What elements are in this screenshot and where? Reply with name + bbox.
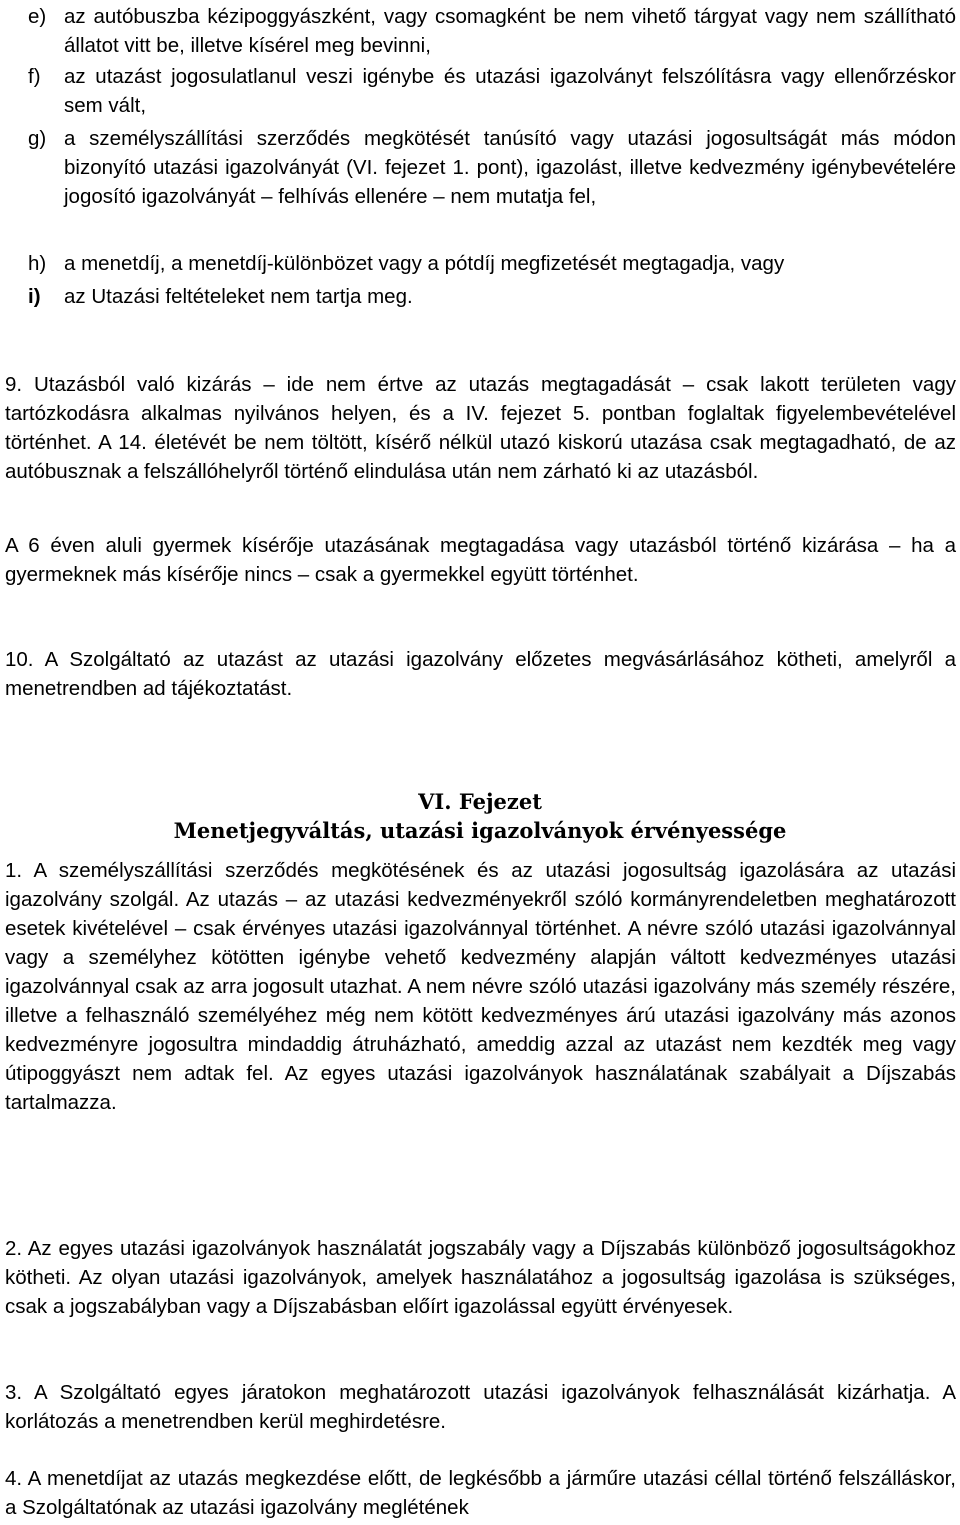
list-text: az utazást jogosulatlanul veszi igénybe és utazási igazolványt felszólításra vagy ellenőrzéskor sem vált, bbox=[64, 65, 956, 117]
list-marker: h) bbox=[28, 252, 47, 275]
paragraph-10: 10. A Szolgáltató az utazást az utazási igazolvány előzetes megvásárlásához kötheti, amelyről a menetrendben ad tájékoztatást. bbox=[5, 648, 956, 700]
list-item-e bbox=[28, 2, 956, 60]
list-text: a menetdíj, a menetdíj-különbözet vagy a pótdíj megfizetését megtagadja, vagy bbox=[64, 252, 785, 275]
list-marker: i) bbox=[28, 285, 41, 308]
list-marker: f) bbox=[28, 65, 41, 88]
section-2: 2. Az egyes utazási igazolványok használatát jogszabály vagy a Díjszabás különböző jogosultságokhoz kötheti. Az olyan utazási igazolványok, amelyek használatához a jogosultság igazolása is szükséges, csak a jogszabályban vagy a Díjszabásban előírt igazolással együtt érvényesek. bbox=[5, 1237, 956, 1318]
list-item-i bbox=[28, 282, 956, 311]
chapter-title: Menetjegyváltás, utazási igazolványok érvényessége bbox=[173, 818, 787, 843]
list-item-h bbox=[28, 249, 956, 278]
section-4: 4. A menetdíjat az utazás megkezdése előtt, de legkésőbb a járműre utazási céllal történő felszálláskor, a Szolgáltatónak az utazási igazolvány meglétének bbox=[5, 1467, 956, 1519]
chapter-number: VI. Fejezet bbox=[418, 789, 542, 814]
section-1: 1. A személyszállítási szerződés megkötésének és az utazási jogosultság igazolására az utazási igazolvány szolgál. Az utazás – az utazási kedvezményekről szóló kormányrendeletben meghatározott esetek kivételével – csak érvényes utazási igazolvánnyal történhet. A névre szóló utazási igazolvánnyal vagy a személyhez kötötten igénybe vehető kedvezmény alapján váltott kedvezményes utazási igazolvánnyal csak az arra jogosult utazhat. A nem névre szóló utazási igazolvány más személy részére, illetve a felhasználó személyéhez még nem kötött kedvezményes árú utazási igazolvány más azonos kedvezményre jogosultra mindaddig átruházható, ameddig azzal az utazást nem kezdték meg vagy útipoggyászt nem adtak fel. Az egyes utazási igazolványok használatának szabályait a Díjszabás tartalmazza. bbox=[5, 859, 956, 1114]
list-item-f bbox=[28, 62, 956, 120]
list-item-g bbox=[28, 124, 956, 211]
paragraph-9-continued: A 6 éven aluli gyermek kísérője utazásának megtagadása vagy utazásból történő kizárása – ha a gyermeknek más kísérője nincs – csak a gyermekkel együtt történhet. bbox=[5, 534, 956, 586]
paragraph-9: 9. Utazásból való kizárás – ide nem értve az utazás megtagadását – csak lakott területen vagy tartózkodásra alkalmas nyilvános helyen, és a IV. fejezet 5. pontban foglaltak figyelembevételével történhet. A 14. életévét be nem töltött, kísérő nélkül utazó kiskorú utazása csak megtagadható, de az autóbusznak a felszállóhelyről történő elindulása után nem zárható ki az utazásból. bbox=[5, 373, 956, 483]
list-text: az autóbuszba kézipoggyászként, vagy csomagként be nem vihető tárgyat vagy nem szállítható állatot vitt be, illetve kísérel meg bevinni, bbox=[64, 5, 956, 57]
list-marker: g) bbox=[28, 127, 47, 150]
list-text: a személyszállítási szerződés megkötését tanúsító vagy utazási jogosultságát más módon bizonyító utazási igazolványát (VI. fejezet 1. pont), igazolást, illetve kedvezmény igénybevételére jogosító igazolványát – felhívás ellenére – nem mutatja fel, bbox=[64, 127, 956, 208]
list-marker: e) bbox=[28, 5, 47, 28]
list-text: az Utazási feltételeket nem tartja meg. bbox=[64, 285, 413, 308]
section-3: 3. A Szolgáltató egyes járatokon meghatározott utazási igazolványok felhasználását kizárhatja. A korlátozás a menetrendben kerül meghirdetésre. bbox=[5, 1381, 956, 1433]
